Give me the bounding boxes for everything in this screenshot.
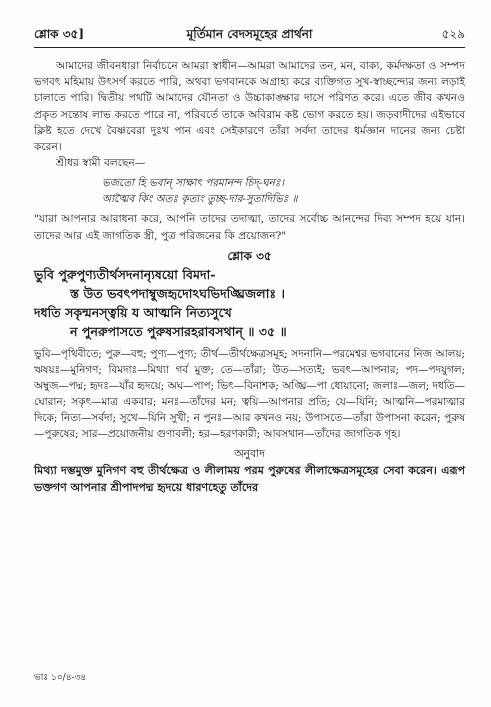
quote-line-2: আত্মৈব কিং অতঃ কৃত্যং তুচ্ছ-দার-সুতাদিভিঃ ॥ — [102, 193, 298, 206]
sloka-line-4: ন পুনরুপাসতে পুরুষসারহরাবসথান্ ॥ ৩৫ ॥ — [70, 323, 287, 339]
sloka-line-2: স্ত উত ভবৎপদাম্বুজহৃদোঽঘভিদঙ্ঘ্রিজলাঃ । — [70, 285, 285, 301]
sloka-line-1: ভুবি পুরুপুণ্যতীর্থসদনান্যৃষয়ো বিমদা- — [34, 266, 216, 282]
sloka-title: শ্লোক ৩৫ — [227, 248, 272, 263]
page-number: ৫২৯ — [441, 27, 465, 41]
header-divider — [34, 47, 465, 48]
header-chapter: শ্লোক ৩৫] — [34, 27, 85, 41]
sloka-line-3: দধতি সকৃন্মনস্ত্বয়ি য আত্মনি নিত্যসুখে — [34, 304, 232, 320]
page-header — [34, 26, 465, 46]
translation-text: মিথ্যা দম্ভমুক্ত মুনিগণ বহু তীর্থক্ষেত্র ও লীলাময় পরম পুরুষের লীলাক্ষেত্রসমূহের সেবা করেন। এরূপ ভক্তগণ আপনার শ্রীপাদপদ্ম হৃদয়ে ধারণহেতু তাঁদের — [34, 463, 465, 494]
word-meaning: ভুবি—পৃথিবীতে; পুরু—বহু; পুণ্য—পুণ্য; তীর্থ—তীর্থক্ষেত্রসমূহ; সদনানি—পরমেশ্বর ভগবানের নিজ আলয়; ঋষয়ঃ—মুনিগণ; বিমদাঃ—মিথ্যা গর্ব মুক্ত; তে—তাঁরা; উত—সত্যই; ভবৎ—আপনার; পদ—পদযুগল; অম্বুজ—পদ্ম; হৃদঃ—যাঁর হৃদয়ে; অঘ—পাপ; ভিৎ—বিনাশক; অঙ্ঘ্রি—পা ধোয়ানো; জলাঃ—জল; দধতি—ঘোরান; সকৃৎ—মাত্র একবার; মনঃ—তাঁদের মন; ত্বয়ি—আপনার প্রতি; যে—যিনি; আত্মনি—পরমাত্মার দিকে; নিত্য—সর্বদা; সুখে—যিনি সুখী; ন পুনঃ—আর কখনও নয়; উপাসতে—তাঁরা উপাসনা করেন; পুরুষ—পুরুষের; সার—প্রয়োজনীয় গুণাবলী; হর—হরণকারী; আবসথান—তাঁদের জাগতিক গৃহ। — [34, 347, 465, 440]
header-title: মূর্তিমান বেদসমূহের প্রার্থনা — [186, 27, 313, 41]
paragraph-2: শ্রীধর স্বামী বলছেন— — [56, 157, 146, 170]
page-body — [34, 58, 465, 496]
paragraph-1: আমাদের জীবনধারা নির্বাচনে আমরা স্বাধীন—আমরা আমাদের তন, মন, বাক্য, কর্মদক্ষতা ও সম্পদ ভগবৎ মহিমায় উৎসর্গ করতে পারি, অথবা ভগবানকে অগ্রাহ্য করে ব্যক্তিগত সুখ-স্বাচ্ছন্দ্যের জন্য লড়াই চালাতে পারি। দ্বিতীয় পথটি আমাদের যৌনতা ও উচ্চাকাঙ্ক্ষার দাসে পরিণত করে। এতে জীব কখনও প্রকৃত সন্তোষ লাভ করতে পারে না, পরিবর্তে তাকে অবিরাম কষ্ট ভোগ করতে হয়। জড়বাদীদের এইভাবে ক্লিষ্ট হতে দেখে বৈষ্ণবেরা দুঃখ পান এবং সেইকারণে তাঁরা সর্বদা তাদের ধর্মজ্ঞান দানের জন্য চেষ্টা করেন। — [34, 60, 465, 154]
quote-line-1: ভজতো হি ভবান্ সাক্ষাৎ পরমানন্দ চিদ্-ঘনঃ। — [102, 177, 285, 190]
paragraph-3: "যারা আপনার আরাধনা করে, আপনি তাদের তদাত্মা, তাদের সর্বোচ্চ আনন্দের দিব্য সম্পদ হয়ে যান। তাদের আর এই জাগতিক স্ত্রী, পুত্র পরিজনের কি প্রয়োজন?" — [34, 213, 465, 242]
page-footer: ভাঃ ১০/৪-৩৪ — [34, 673, 87, 683]
translation-heading: অনুবাদ — [234, 446, 265, 460]
